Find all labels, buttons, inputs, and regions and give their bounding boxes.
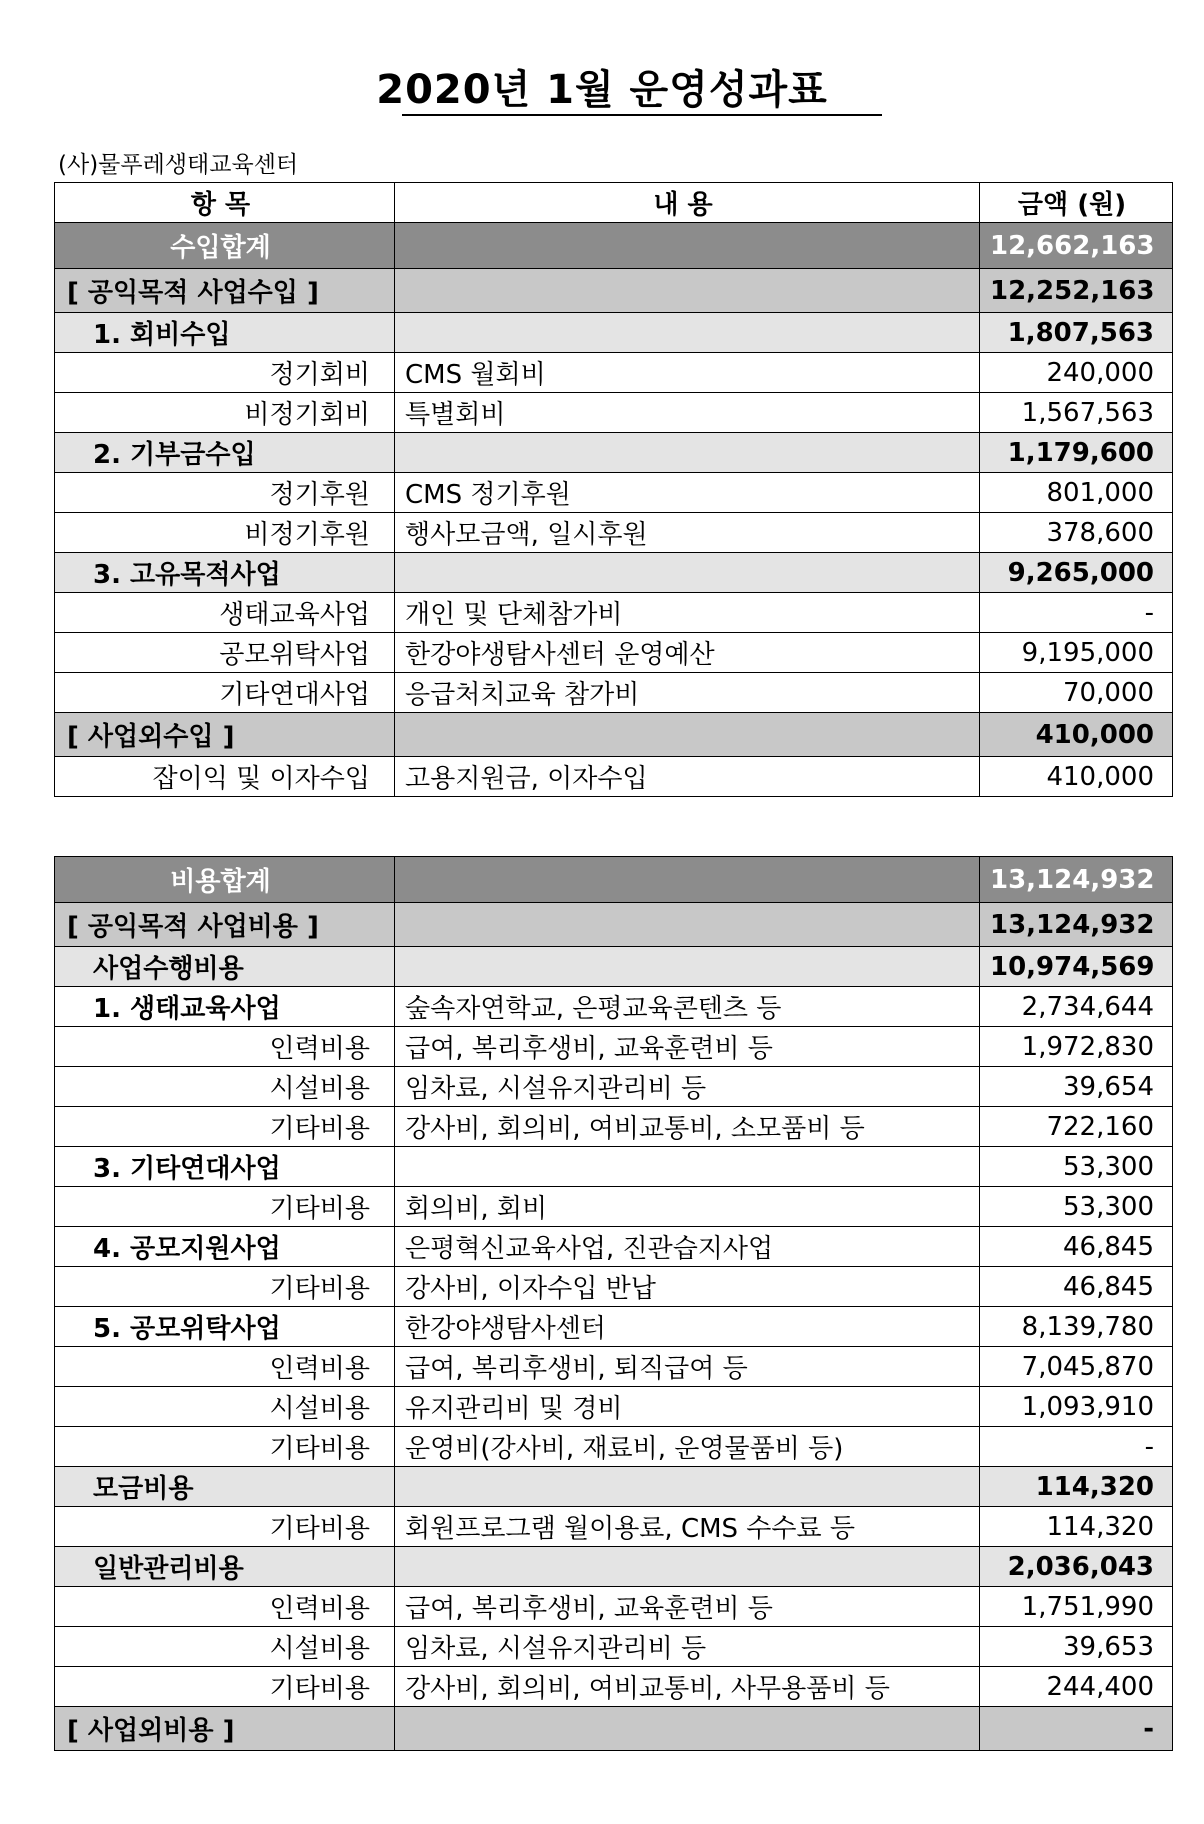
expense-amount-cell: 114,320 xyxy=(980,1467,1173,1507)
expense-total-content xyxy=(395,857,980,903)
expense-item-cell: 5. 공모위탁사업 xyxy=(55,1307,395,1347)
expense-item-cell: 인력비용 xyxy=(55,1587,395,1627)
income-item-cell: 2. 기부금수입 xyxy=(55,433,395,473)
expense-amount-cell: 2,036,043 xyxy=(980,1547,1173,1587)
expense-content-cell xyxy=(395,1147,980,1187)
income-row xyxy=(55,757,1173,797)
income-item-cell: 비정기후원 xyxy=(55,513,395,553)
expense-item-cell: 인력비용 xyxy=(55,1347,395,1387)
expense-row xyxy=(55,903,1173,947)
income-row xyxy=(55,633,1173,673)
expense-item-cell: [ 공익목적 사업비용 ] xyxy=(55,903,395,947)
income-item-cell: 1. 회비수입 xyxy=(55,313,395,353)
expense-item-cell: 4. 공모지원사업 xyxy=(55,1227,395,1267)
expense-amount-cell: 722,160 xyxy=(980,1107,1173,1147)
income-content-cell: CMS 월회비 xyxy=(395,353,980,393)
expense-total-label: 비용합계 xyxy=(55,857,395,903)
income-content-cell xyxy=(395,433,980,473)
income-item-cell: 3. 고유목적사업 xyxy=(55,553,395,593)
income-content-cell: 개인 및 단체참가비 xyxy=(395,593,980,633)
income-content-cell xyxy=(395,313,980,353)
income-amount-cell: 12,252,163 xyxy=(980,269,1173,313)
expense-row xyxy=(55,1347,1173,1387)
income-item-cell: 비정기회비 xyxy=(55,393,395,433)
expense-content-cell xyxy=(395,947,980,987)
income-row xyxy=(55,673,1173,713)
expense-amount-cell: 10,974,569 xyxy=(980,947,1173,987)
expense-amount-cell: 1,093,910 xyxy=(980,1387,1173,1427)
income-content-cell xyxy=(395,269,980,313)
income-amount-cell: 240,000 xyxy=(980,353,1173,393)
income-content-cell xyxy=(395,553,980,593)
income-row xyxy=(55,269,1173,313)
income-content-cell xyxy=(395,713,980,757)
expense-content-cell: 급여, 복리후생비, 교육훈련비 등 xyxy=(395,1587,980,1627)
income-amount-cell: 378,600 xyxy=(980,513,1173,553)
expense-amount-cell: 13,124,932 xyxy=(980,903,1173,947)
income-row xyxy=(55,473,1173,513)
expense-row xyxy=(55,1227,1173,1267)
expense-item-cell: 기타비용 xyxy=(55,1107,395,1147)
expense-amount-cell: 39,653 xyxy=(980,1627,1173,1667)
expense-content-cell: 숲속자연학교, 은평교육콘텐츠 등 xyxy=(395,987,980,1027)
income-content-cell: CMS 정기후원 xyxy=(395,473,980,513)
income-amount-cell: 410,000 xyxy=(980,757,1173,797)
expense-amount-cell: 46,845 xyxy=(980,1267,1173,1307)
expense-row xyxy=(55,1027,1173,1067)
expense-item-cell: 3. 기타연대사업 xyxy=(55,1147,395,1187)
expense-row xyxy=(55,1707,1173,1751)
income-item-cell: 정기후원 xyxy=(55,473,395,513)
income-amount-cell: 70,000 xyxy=(980,673,1173,713)
income-row xyxy=(55,433,1173,473)
expense-row xyxy=(55,1107,1173,1147)
expense-amount-cell: 1,751,990 xyxy=(980,1587,1173,1627)
header-row xyxy=(55,183,1173,223)
income-item-cell: [ 사업외수입 ] xyxy=(55,713,395,757)
expense-content-cell: 은평혁신교육사업, 진관습지사업 xyxy=(395,1227,980,1267)
expense-row xyxy=(55,1187,1173,1227)
income-amount-cell: 1,179,600 xyxy=(980,433,1173,473)
income-row xyxy=(55,313,1173,353)
income-content-cell: 응급처치교육 참가비 xyxy=(395,673,980,713)
income-total-row xyxy=(55,223,1173,269)
expense-amount-cell: 7,045,870 xyxy=(980,1347,1173,1387)
income-content-cell: 행사모금액, 일시후원 xyxy=(395,513,980,553)
expense-row xyxy=(55,1147,1173,1187)
income-amount-cell: - xyxy=(980,593,1173,633)
expense-row xyxy=(55,1587,1173,1627)
expense-row xyxy=(55,947,1173,987)
income-amount-cell: 9,195,000 xyxy=(980,633,1173,673)
page-title: 2020년 1월 운영성과표 xyxy=(376,67,828,113)
income-row xyxy=(55,513,1173,553)
expense-item-cell: 모금비용 xyxy=(55,1467,395,1507)
title-underline xyxy=(402,114,882,116)
header-amount: 금액 (원) xyxy=(980,183,1173,223)
expense-content-cell xyxy=(395,903,980,947)
expense-row xyxy=(55,1467,1173,1507)
income-row xyxy=(55,713,1173,757)
expense-row xyxy=(55,1067,1173,1107)
expense-item-cell: 시설비용 xyxy=(55,1067,395,1107)
income-item-cell: [ 공익목적 사업수입 ] xyxy=(55,269,395,313)
expense-amount-cell: 244,400 xyxy=(980,1667,1173,1707)
income-row xyxy=(55,353,1173,393)
expense-item-cell: 기타비용 xyxy=(55,1187,395,1227)
expense-content-cell: 강사비, 회의비, 여비교통비, 소모품비 등 xyxy=(395,1107,980,1147)
expense-table xyxy=(54,856,1173,1751)
income-amount-cell: 801,000 xyxy=(980,473,1173,513)
expense-content-cell: 한강야생탐사센터 xyxy=(395,1307,980,1347)
header-content: 내 용 xyxy=(395,183,980,223)
expense-item-cell: [ 사업외비용 ] xyxy=(55,1707,395,1751)
income-item-cell: 생태교육사업 xyxy=(55,593,395,633)
expense-row xyxy=(55,1387,1173,1427)
expense-amount-cell: 2,734,644 xyxy=(980,987,1173,1027)
expense-amount-cell: 53,300 xyxy=(980,1187,1173,1227)
expense-content-cell: 유지관리비 및 경비 xyxy=(395,1387,980,1427)
expense-content-cell xyxy=(395,1467,980,1507)
expense-total-row xyxy=(55,857,1173,903)
income-amount-cell: 1,567,563 xyxy=(980,393,1173,433)
expense-amount-cell: 114,320 xyxy=(980,1507,1173,1547)
expense-row xyxy=(55,1427,1173,1467)
expense-row xyxy=(55,1627,1173,1667)
expense-item-cell: 시설비용 xyxy=(55,1627,395,1667)
expense-item-cell: 시설비용 xyxy=(55,1387,395,1427)
expense-amount-cell: 46,845 xyxy=(980,1227,1173,1267)
income-amount-cell: 9,265,000 xyxy=(980,553,1173,593)
expense-row xyxy=(55,987,1173,1027)
expense-row xyxy=(55,1667,1173,1707)
income-item-cell: 잡이익 및 이자수입 xyxy=(55,757,395,797)
expense-content-cell: 강사비, 회의비, 여비교통비, 사무용품비 등 xyxy=(395,1667,980,1707)
expense-content-cell xyxy=(395,1547,980,1587)
expense-item-cell: 기타비용 xyxy=(55,1427,395,1467)
expense-total-amount: 13,124,932 xyxy=(980,857,1173,903)
expense-item-cell: 기타비용 xyxy=(55,1267,395,1307)
header-item: 항 목 xyxy=(55,183,395,223)
expense-content-cell xyxy=(395,1707,980,1751)
expense-row xyxy=(55,1307,1173,1347)
expense-item-cell: 기타비용 xyxy=(55,1667,395,1707)
expense-content-cell: 운영비(강사비, 재료비, 운영물품비 등) xyxy=(395,1427,980,1467)
expense-item-cell: 기타비용 xyxy=(55,1507,395,1547)
income-total-content xyxy=(395,223,980,269)
income-content-cell: 특별회비 xyxy=(395,393,980,433)
income-content-cell: 한강야생탐사센터 운영예산 xyxy=(395,633,980,673)
expense-content-cell: 회원프로그램 월이용료, CMS 수수료 등 xyxy=(395,1507,980,1547)
expense-content-cell: 급여, 복리후생비, 교육훈련비 등 xyxy=(395,1027,980,1067)
income-item-cell: 정기회비 xyxy=(55,353,395,393)
expense-content-cell: 임차료, 시설유지관리비 등 xyxy=(395,1067,980,1107)
income-item-cell: 공모위탁사업 xyxy=(55,633,395,673)
income-item-cell: 기타연대사업 xyxy=(55,673,395,713)
income-content-cell: 고용지원금, 이자수입 xyxy=(395,757,980,797)
income-row xyxy=(55,593,1173,633)
expense-row xyxy=(55,1547,1173,1587)
income-amount-cell: 1,807,563 xyxy=(980,313,1173,353)
income-amount-cell: 410,000 xyxy=(980,713,1173,757)
expense-content-cell: 강사비, 이자수입 반납 xyxy=(395,1267,980,1307)
expense-row xyxy=(55,1267,1173,1307)
expense-item-cell: 일반관리비용 xyxy=(55,1547,395,1587)
expense-amount-cell: 1,972,830 xyxy=(980,1027,1173,1067)
income-row xyxy=(55,393,1173,433)
income-row xyxy=(55,553,1173,593)
expense-content-cell: 임차료, 시설유지관리비 등 xyxy=(395,1627,980,1667)
expense-item-cell: 사업수행비용 xyxy=(55,947,395,987)
expense-item-cell: 1. 생태교육사업 xyxy=(55,987,395,1027)
expense-amount-cell: 53,300 xyxy=(980,1147,1173,1187)
income-table xyxy=(54,182,1173,797)
expense-amount-cell: - xyxy=(980,1707,1173,1751)
income-total-label: 수입합계 xyxy=(55,223,395,269)
expense-row xyxy=(55,1507,1173,1547)
expense-content-cell: 회의비, 회비 xyxy=(395,1187,980,1227)
expense-amount-cell: 39,654 xyxy=(980,1067,1173,1107)
expense-amount-cell: 8,139,780 xyxy=(980,1307,1173,1347)
expense-content-cell: 급여, 복리후생비, 퇴직급여 등 xyxy=(395,1347,980,1387)
expense-item-cell: 인력비용 xyxy=(55,1027,395,1067)
income-total-amount: 12,662,163 xyxy=(980,223,1173,269)
expense-amount-cell: - xyxy=(980,1427,1173,1467)
organization-name: (사)물푸레생태교육센터 xyxy=(58,152,299,178)
